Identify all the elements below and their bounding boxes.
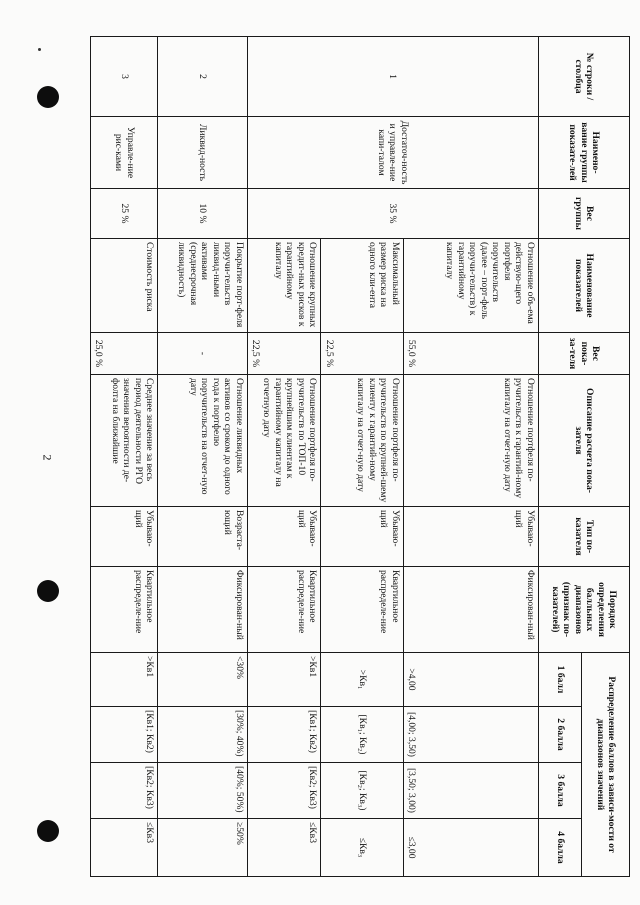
group-number: 1 <box>247 37 538 117</box>
score-4: ≤Кв3 <box>247 819 321 877</box>
indicator-type: Возраста-ющий <box>158 507 247 567</box>
binder-hole-middle <box>37 580 59 602</box>
indicator-description: Отношение ликвидных активов со сроком до одного года к портфелю поручительств на отчет-ную дату <box>158 375 247 507</box>
group-weight: 10 % <box>158 189 247 239</box>
indicator-name: Отношение крупных кредит-ных рисков к гарантийному капиталу <box>247 239 321 333</box>
indicator-type: Убываю-щий <box>247 507 321 567</box>
binder-hole-bottom <box>37 820 59 842</box>
table-row <box>403 37 538 877</box>
rotated-table-container <box>90 36 630 876</box>
binder-hole-top <box>37 86 59 108</box>
score-4: ≥50% <box>158 819 247 877</box>
score-3: [Кв₂; Кв₃) <box>321 763 404 819</box>
group-number: 2 <box>158 37 247 117</box>
header-indicator-name: Наименование показателей <box>538 239 629 333</box>
indicator-weight: 55,0 % <box>403 333 538 375</box>
indicator-description: Отношение портфеля по-ручительств к гарантий-ному капиталу на отчет-ную дату <box>403 375 538 507</box>
indicator-type: Убываю-щий <box>91 507 158 567</box>
header-score-2: 2 балла <box>538 707 581 763</box>
indicator-description: Отношение портфеля по-ручительств по ТОП-10 крупнейшим клиентам к гарантийному капиталу на отчетную дату <box>247 375 321 507</box>
score-3: [3,50; 3,00) <box>403 763 538 819</box>
speck <box>38 48 41 51</box>
score-3: [Кв2; Кв3) <box>91 763 158 819</box>
indicator-procedure: Квартильное распределе-ние <box>247 567 321 653</box>
header-score-4: 4 балла <box>538 819 581 877</box>
page-number: 2 <box>40 454 55 461</box>
score-2: [Кв1; Кв2) <box>247 707 321 763</box>
indicator-name: Стоимость риска <box>91 239 158 333</box>
score-2: [4,00; 3,50) <box>403 707 538 763</box>
indicator-weight: 22,5 % <box>321 333 404 375</box>
indicator-procedure: Квартильное распределе-ние <box>321 567 404 653</box>
score-2: [30%; 40%) <box>158 707 247 763</box>
group-weight: 35 % <box>247 189 538 239</box>
header-group-name: Наимено-вание группы показате-лей <box>538 117 629 189</box>
score-1: >Кв1 <box>91 653 158 707</box>
indicator-weight: 25,0 % <box>91 333 158 375</box>
header-distribution: Распределение баллов в зависи-мости от диапазонов значений <box>582 653 630 877</box>
group-name: Достаточ-ность и управле-ние капи-талом <box>247 117 538 189</box>
table-row <box>158 37 247 877</box>
header-indicator-weight: Вес пока-за-теля <box>538 333 629 375</box>
indicator-weight: 22,5 % <box>247 333 321 375</box>
score-2: [Кв₁; Кв₂) <box>321 707 404 763</box>
score-1: >Кв₁ <box>321 653 404 707</box>
score-3: [Кв2; Кв3) <box>247 763 321 819</box>
indicator-type: Убываю-щий <box>321 507 404 567</box>
group-number: 3 <box>91 37 158 117</box>
table-row <box>91 37 158 877</box>
score-4: ≤Кв3 <box>91 819 158 877</box>
score-4: ≤3,00 <box>403 819 538 877</box>
indicator-description: Среднее значение за весь период деятельности РГО значения вероятности де-фолта на ближайшие <box>91 375 158 507</box>
header-score-3: 3 балла <box>538 763 581 819</box>
header-procedure: Порядок определения балльных диапазонов (признак по-казателей) <box>538 567 629 653</box>
indicator-procedure: Фиксирован-ный <box>158 567 247 653</box>
indicator-procedure: Фиксирован-ный <box>403 567 538 653</box>
score-1: >4,00 <box>403 653 538 707</box>
group-weight: 25 % <box>91 189 158 239</box>
header-group-weight: Вес группы <box>538 189 629 239</box>
score-3: [40%; 50%) <box>158 763 247 819</box>
rating-table <box>90 36 630 877</box>
indicator-name: Покрытие порт-феля поручи-тельств ликвид-ными активами (среднесрочная ликвидность) <box>158 239 247 333</box>
group-name: Ликвид-ность <box>158 117 247 189</box>
group-name: Управле-ние рис-ками <box>91 117 158 189</box>
indicator-description: Отношение портфеля по-ручительств по крупней-шему клиенту к гарантий-ному капиталу на отчет-ную дату <box>321 375 404 507</box>
header-score-1: 1 балл <box>538 653 581 707</box>
header-description: Описание расчета пока-зателя <box>538 375 629 507</box>
indicator-procedure: Квартильное распределе-ние <box>91 567 158 653</box>
table-body <box>91 37 630 877</box>
score-1: <30% <box>158 653 247 707</box>
score-2: [Кв1; Кв2) <box>91 707 158 763</box>
indicator-weight: - <box>158 333 247 375</box>
score-4: ≤Кв₃ <box>321 819 404 877</box>
indicator-type: Убываю-щий <box>403 507 538 567</box>
header-row-number: № строки / столбца <box>538 37 629 117</box>
indicator-name: Отношение объ-ема действую-щего портфеля поручительств (далее – порт-фель поручи-тельств) к гарантийному капиталу <box>403 239 538 333</box>
indicator-name: Максимальный размер риска на одного кли-ента <box>321 239 404 333</box>
header-indicator-type: Тип по-казателя <box>538 507 629 567</box>
score-1: >Кв1 <box>247 653 321 707</box>
